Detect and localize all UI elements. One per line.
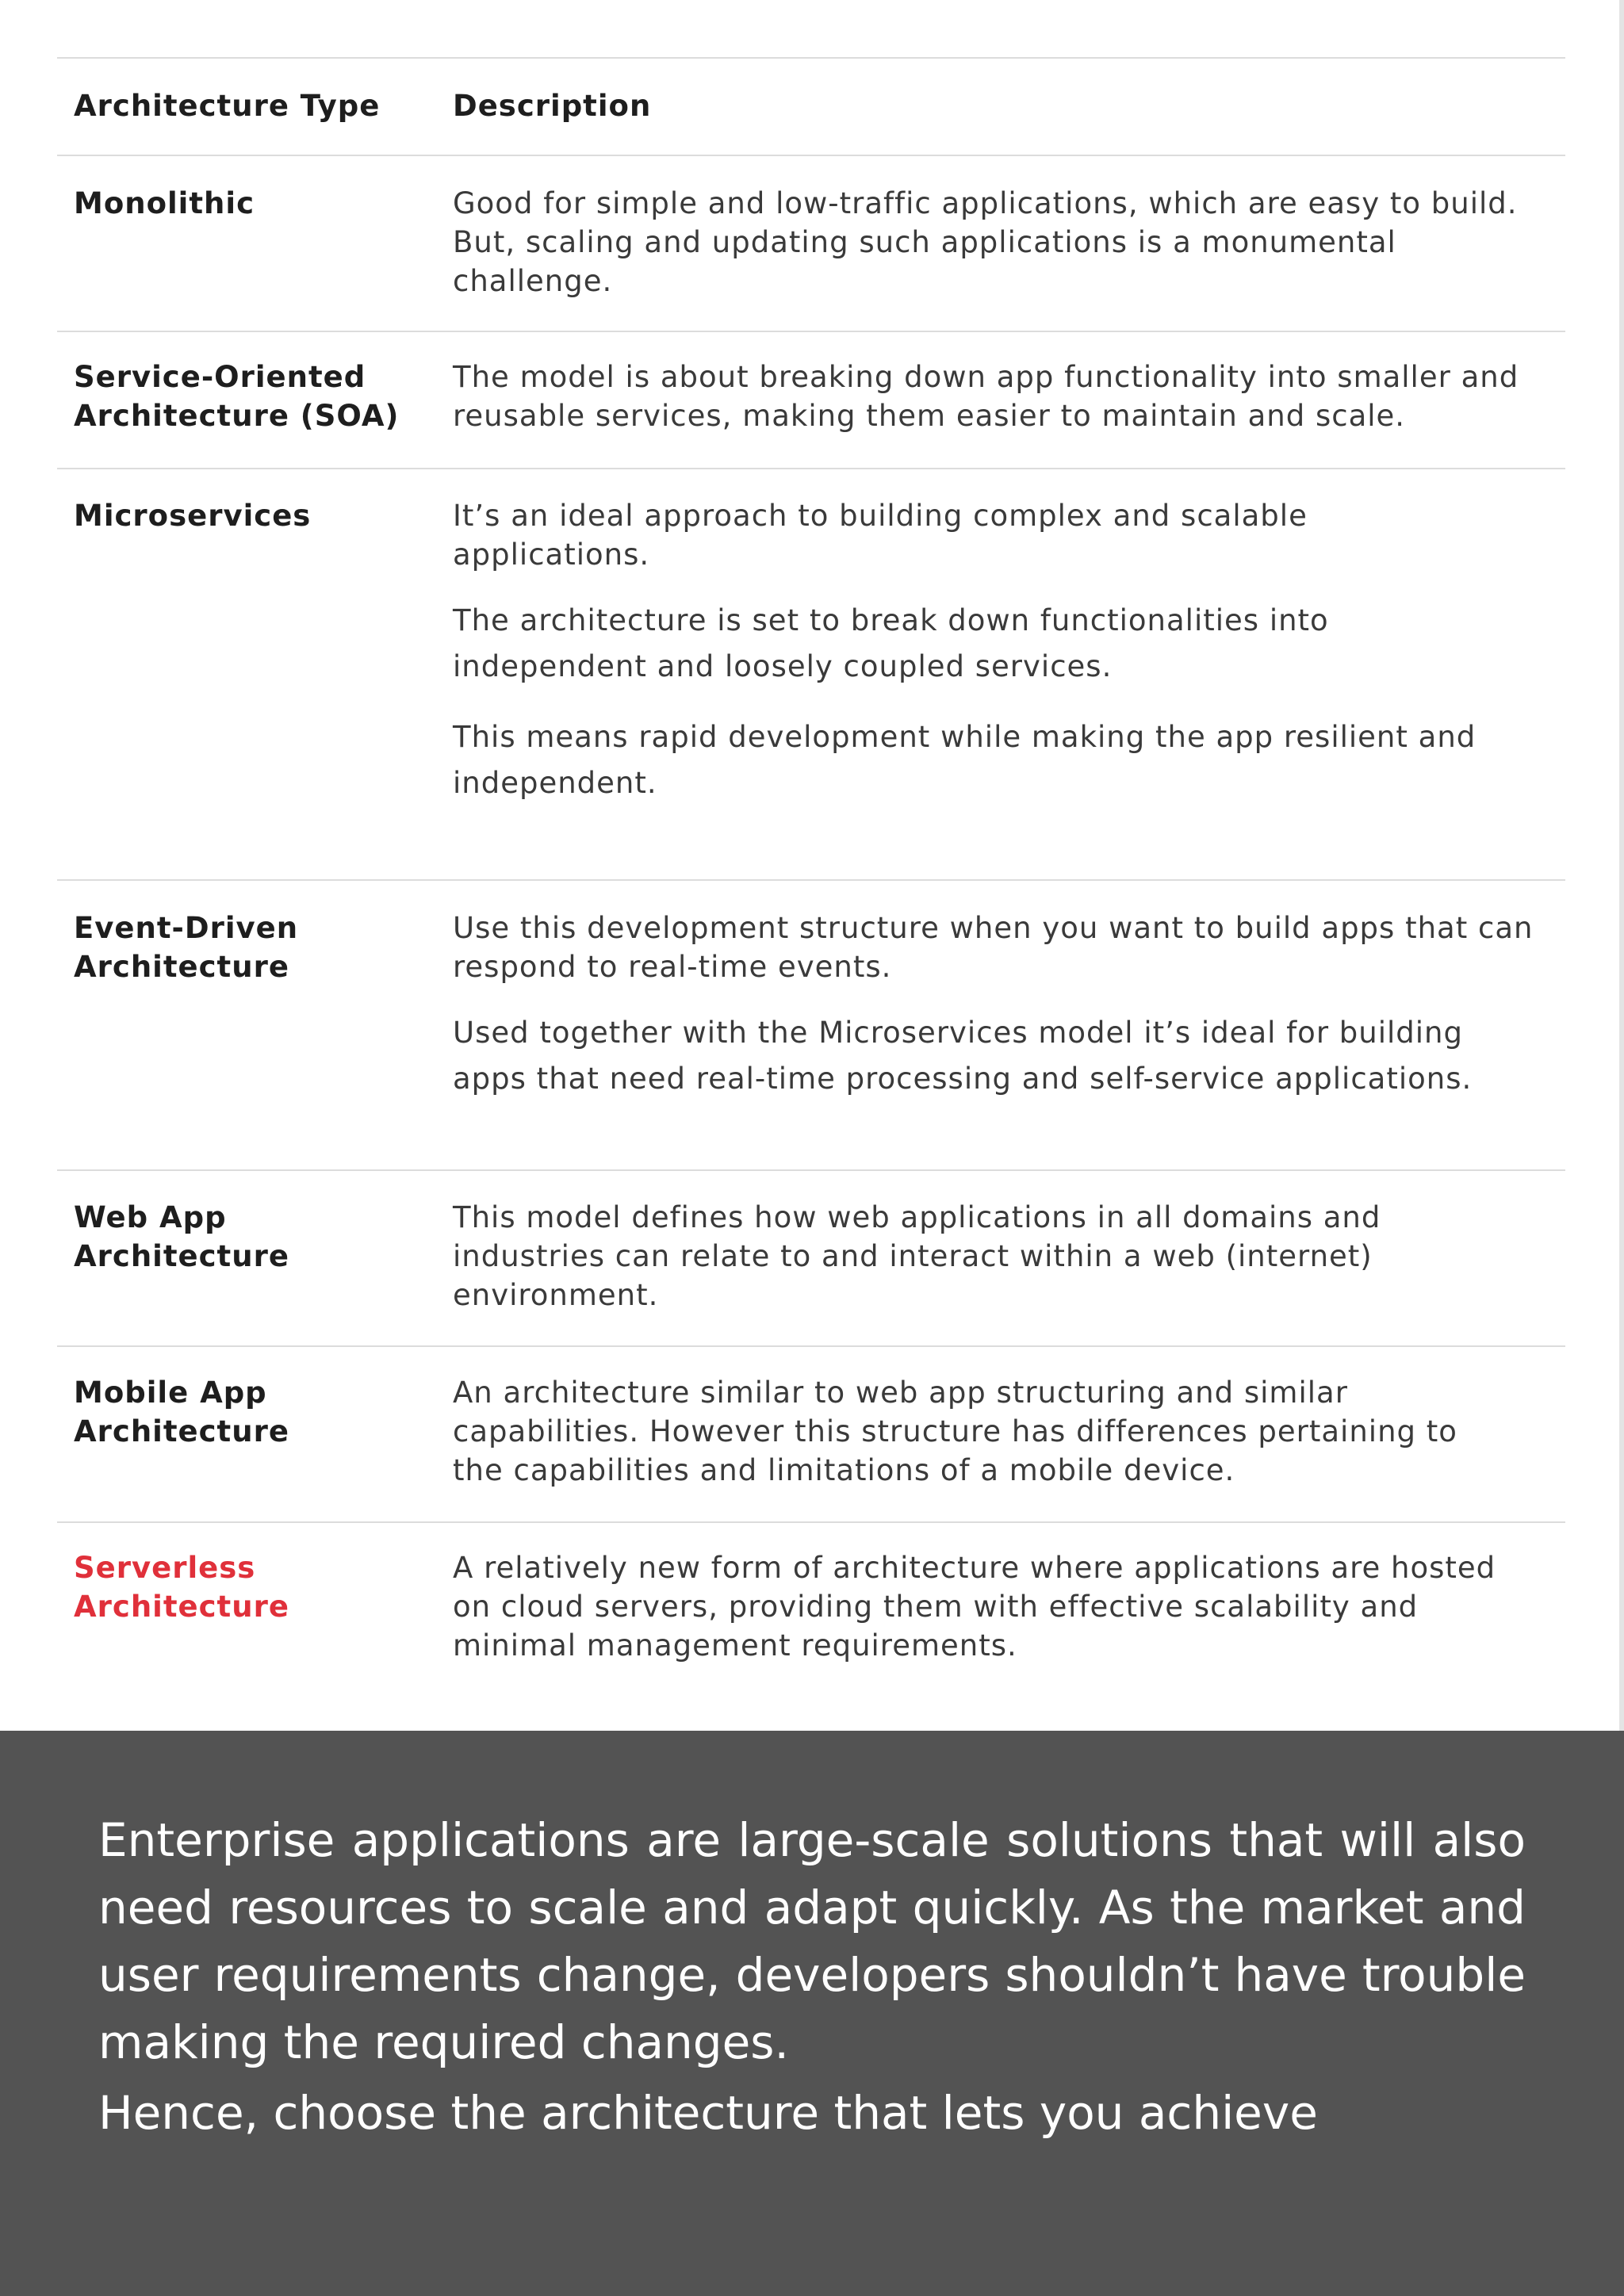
summary-paragraph-1: Enterprise applications are large-scale solutions that will also need resources to scale and adapt quickly. As the market and user requirements change, developers shouldn’t have trouble making the required changes. bbox=[98, 1813, 1526, 2069]
architecture-type-cell: Web App Architecture bbox=[74, 1200, 289, 1273]
description-paragraph: The architecture is set to break down functionalities into independent and loosely coupled services. bbox=[453, 603, 1329, 683]
description-paragraph: An architecture similar to web app structuring and similar capabilities. However this structure has differences pertaining to the capabilities and limitations of a mobile device. bbox=[453, 1376, 1457, 1487]
description-paragraph: Good for simple and low-traffic applications, which are easy to build. But, scaling and updating such applications is a monumental challenge. bbox=[453, 186, 1518, 298]
description-paragraph: It’s an ideal approach to building complex and scalable applications. bbox=[453, 499, 1308, 572]
header-architecture-type: Architecture Type bbox=[74, 89, 381, 123]
architecture-table bbox=[57, 57, 1565, 1663]
summary-paragraph-2: Hence, choose the architecture that lets you achieve bbox=[98, 2086, 1318, 2140]
description-paragraph: Use this development structure when you want to build apps that can respond to real-time events. bbox=[453, 911, 1534, 984]
table-row bbox=[57, 155, 1565, 331]
header-description: Description bbox=[453, 89, 652, 123]
description-cell bbox=[453, 496, 1565, 879]
table-row bbox=[57, 468, 1565, 879]
table-row bbox=[57, 1521, 1565, 1663]
description-cell bbox=[453, 1548, 1565, 1663]
architecture-type-cell: Event-Driven Architecture bbox=[74, 911, 299, 984]
description-paragraph: A relatively new form of architecture where applications are hosted on cloud servers, providing them with effective scalability and minimal management requirements. bbox=[453, 1551, 1496, 1663]
description-paragraph: The model is about breaking down app functionality into smaller and reusable services, making them easier to maintain and scale. bbox=[453, 360, 1519, 433]
description-cell bbox=[453, 909, 1565, 1169]
table-header-row bbox=[57, 57, 1565, 155]
architecture-type-cell: Microservices bbox=[74, 499, 312, 533]
description-paragraph: This model defines how web applications in all domains and industries can relate to and interact within a web (internet) environment. bbox=[453, 1200, 1381, 1312]
table-row bbox=[57, 1345, 1565, 1521]
description-cell bbox=[453, 1373, 1565, 1521]
description-paragraph: This means rapid development while making the app resilient and independent. bbox=[453, 720, 1477, 800]
architecture-type-cell: Monolithic bbox=[74, 186, 255, 220]
architecture-type-cell: Service-Oriented Architecture (SOA) bbox=[74, 360, 400, 433]
description-cell bbox=[453, 184, 1565, 331]
architecture-type-cell: Mobile App Architecture bbox=[74, 1376, 289, 1448]
description-paragraph: Used together with the Microservices model it’s ideal for building apps that need real-time processing and self-service applications. bbox=[453, 1016, 1473, 1096]
architecture-type-cell-highlighted: Serverless Architecture bbox=[74, 1551, 289, 1624]
table-row bbox=[57, 331, 1565, 468]
table-row bbox=[57, 879, 1565, 1169]
summary-panel bbox=[0, 1731, 1624, 2296]
description-cell bbox=[453, 358, 1565, 468]
table-row bbox=[57, 1169, 1565, 1345]
description-cell bbox=[453, 1198, 1565, 1345]
page-edge-divider bbox=[1619, 0, 1624, 1731]
